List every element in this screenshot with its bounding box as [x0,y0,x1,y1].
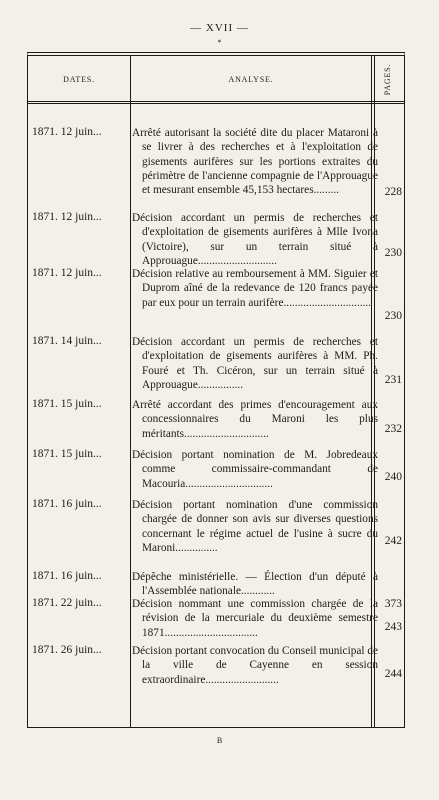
entry-date: 1871. 16 juin... [32,498,102,510]
entry-page: 230 [384,310,402,322]
entry-analyse: Dépêche ministérielle. — Élection d'un député à l'Assemblée nationale............ [132,571,378,598]
entry-analyse: Décision accordant un permis de recherches et d'exploitation de gisements aurifères à MM. Ph. Fouré et Th. Cicéron, sur un terrain situé à Approuague................ [132,336,378,391]
signature-mark: B [216,736,223,745]
entry-analyse: Décision relative au remboursement à MM. Siguier et Duprom aîné de la redevance de 120 francs payée par eux pour un terrain aurifère............................... [132,268,378,309]
entry-date: 1871. 12 juin... [32,126,102,138]
column-header-pages [372,56,404,102]
entry-page: 244 [384,668,402,680]
column-header-pages-label: PAGES. [383,63,393,95]
header-mark: * [217,38,222,47]
entry-date: 1871. 12 juin... [32,267,102,279]
entry-date: 1871. 15 juin... [32,398,102,410]
entry-analyse: Arrêté accordant des primes d'encouragement aux concessionnaires du Maroni les plus méritants.............................. [132,399,378,440]
entry-date: 1871. 15 juin... [32,448,102,460]
entry-analyse: Décision nommant une commission chargée de la révision de la mercuriale du deuxième semestre 1871................................. [132,598,378,639]
entry-analyse: Décision accordant un permis de recherches et d'exploitation de gisements aurifères à Mlle Ivona (Victoire), sur un terrain situé à Approuague............................ [132,212,378,267]
entry-page: 230 [384,247,402,259]
entry-analyse: Décision portant nomination de M. Jobredeaux comme commissaire-commandant de Macouria............................... [132,449,378,490]
entry-date: 1871. 12 juin... [32,211,102,223]
entry-page: 231 [384,374,402,386]
entry-date: 1871. 22 juin... [32,597,102,609]
entry-page: 232 [384,423,402,435]
entry-date: 1871. 16 juin... [32,570,102,582]
entry-analyse: Arrêté autorisant la société dite du placer Mataroni à se livrer à des recherches et à l'exploitation de gisements aurifères sur les portions extraites du périmètre de l'ancienne compagnie de l'Approuague et mesurant ensemble 45,153 hectares......... [132,127,378,197]
column-divider [130,56,131,728]
column-header-dates: DATES. [63,74,95,84]
entry-page: 240 [384,471,402,483]
entry-page: 242 [384,535,402,547]
column-header-analyse: ANALYSE. [228,74,274,84]
header-rule [27,101,405,104]
entry-date: 1871. 26 juin... [32,644,102,656]
entry-date: 1871. 14 juin... [32,335,102,347]
page-number: — XVII — [190,22,249,34]
entry-analyse: Décision portant nomination d'une commission chargée de donner son avis sur diverses questions concernant le régime actuel de l'usine à sucre du Maroni............... [132,499,378,554]
entry-analyse: Décision portant convocation du Conseil municipal de la ville de Cayenne en session extraordinaire.......................... [132,645,378,686]
entry-page: 243 [384,621,402,633]
entry-page: 373 [384,598,402,610]
entry-page: 228 [384,186,402,198]
